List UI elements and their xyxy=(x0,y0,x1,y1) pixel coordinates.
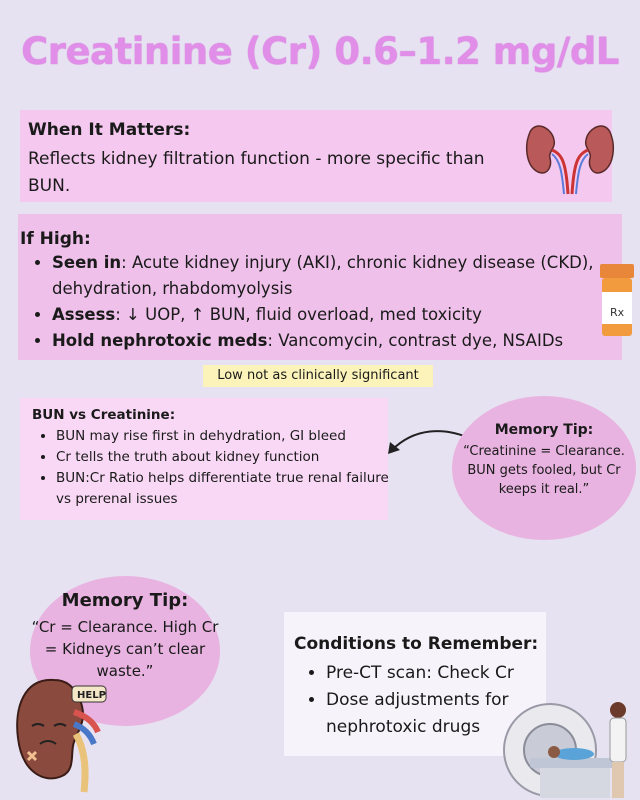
when-heading: When It Matters: xyxy=(28,120,191,140)
list-item: • Hold nephrotoxic meds: Vancomycin, contrast dye, NSAIDs xyxy=(52,328,612,354)
if-high-list xyxy=(30,250,612,354)
list-item: • Seen in: Acute kidney injury (AKI), chronic kidney disease (CKD), dehydration, rhabdomyolysis xyxy=(52,250,612,302)
help-sign-text: HELP xyxy=(77,690,106,701)
if-high-heading: If High: xyxy=(20,229,91,249)
memory-tip-2-text: “Cr = Clearance. High Cr = Kidneys can’t clear waste.” xyxy=(31,618,219,680)
bun-vs-creatinine-box xyxy=(20,398,388,520)
list-item: • Assess: ↓ UOP, ↑ BUN, fluid overload, med toxicity xyxy=(52,302,612,328)
bun-heading: BUN vs Creatinine: xyxy=(32,407,176,423)
memory-tip-1-heading: Memory Tip: xyxy=(494,422,594,438)
bottle-label: Rx xyxy=(610,306,625,319)
conditions-heading: Conditions to Remember: xyxy=(294,634,539,654)
sad-kidney-illustration xyxy=(14,672,118,794)
low-note: Low not as clinically significant xyxy=(203,365,433,387)
kidneys-illustration xyxy=(522,112,618,196)
if-high-box xyxy=(18,214,622,360)
page-title: Creatinine (Cr) 0.6–1.2 mg/dL xyxy=(21,30,619,73)
when-text: Reflects kidney filtration function - more specific than BUN. xyxy=(28,149,485,196)
list-item: • Pre-CT scan: Check Cr xyxy=(326,660,556,687)
bun-list xyxy=(40,426,396,510)
memory-tip-2-heading: Memory Tip: xyxy=(61,590,189,611)
list-item: • Dose adjustments for nephrotoxic drugs xyxy=(326,687,556,741)
ct-scanner-illustration xyxy=(500,680,640,800)
memory-tip-1-text: “Creatinine = Clearance. BUN gets fooled, but Cr keeps it real.” xyxy=(463,444,625,497)
memory-tip-1 xyxy=(452,396,636,540)
list-item: • Cr tells the truth about kidney function xyxy=(56,447,396,468)
list-item: • BUN may rise first in dehydration, GI bleed xyxy=(56,426,396,447)
list-item: • BUN:Cr Ratio helps differentiate true renal failure vs prerenal issues xyxy=(56,468,396,510)
pill-bottle-icon xyxy=(596,262,636,338)
